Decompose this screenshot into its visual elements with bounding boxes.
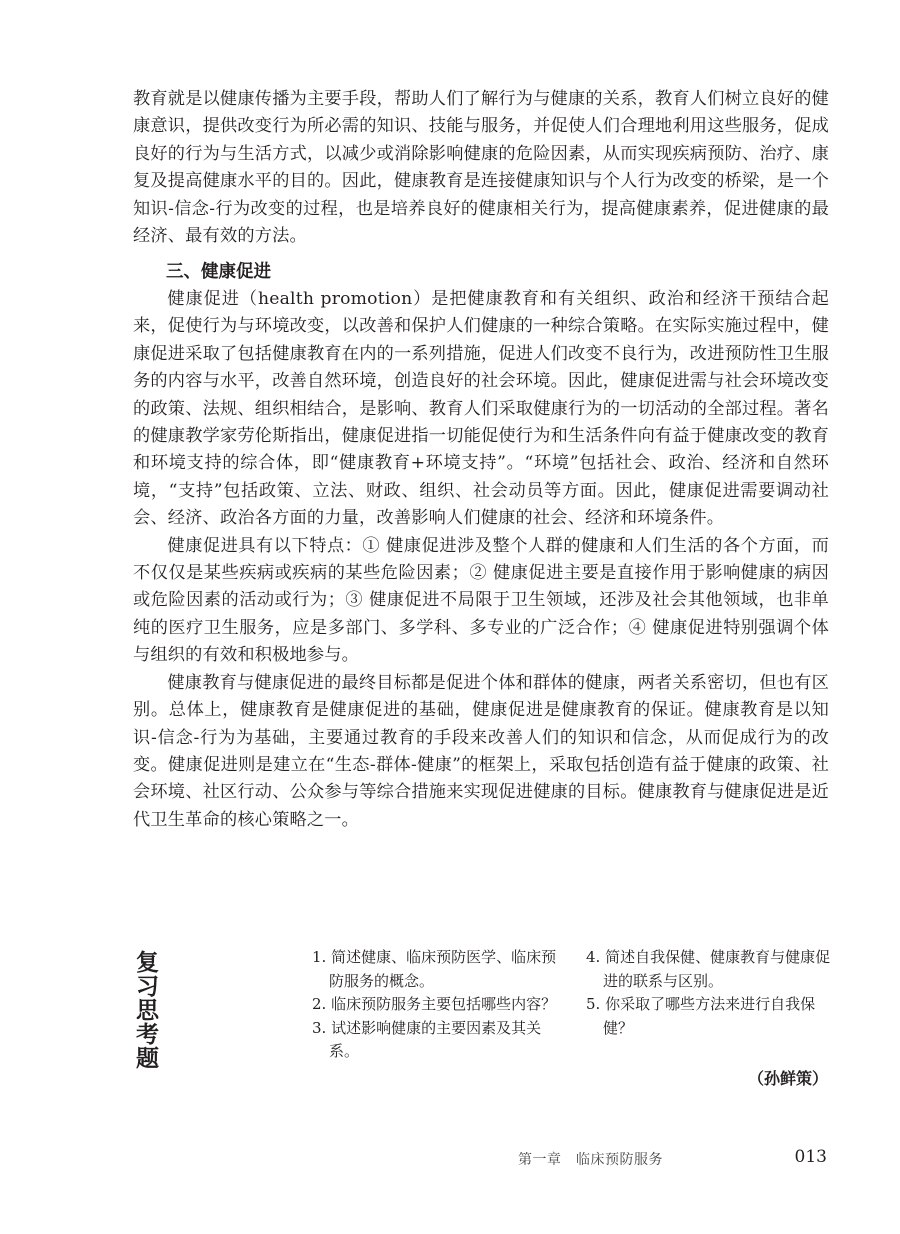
review-question: 5. 你采取了哪些方法来进行自我保健？ [586, 995, 816, 1037]
paragraph-comparison: 健康教育与健康促进的最终目标都是促进个体和群体的健康，两者关系密切，但也有区别。总体上，健康教育是健康促进的基础，健康促进是健康教育的保证。健康教育是以知识-信念-行为为基础，主要通过教育的手段来改善人们的知识和信念，从而促成行为的改变。健康促进则是建立在“生态-群体-健康”的框架上，采取包括创造有益于健康的政策、社会环境、社区行动、公众参与等综合措施来实现促进健康的目标。健康教育与健康促进是近代卫生革命的核心策略之一。 [133, 672, 829, 830]
intro-block [133, 86, 829, 250]
footer-chapter-title: 第一章 临床预防服务 [518, 1152, 663, 1168]
review-question: 1. 简述健康、临床预防医学、临床预防服务的概念。 [312, 948, 557, 990]
author-credit: （孙鲜策） [747, 1069, 828, 1088]
review-questions-left-column [312, 946, 562, 1064]
section-heading: 三、健康促进 [166, 262, 271, 282]
review-questions-right-column [586, 946, 836, 1040]
review-question: 4. 简述自我保健、健康教育与健康促进的联系与区别。 [586, 948, 831, 990]
page-number: 013 [794, 1147, 827, 1167]
health-promotion-section [133, 286, 829, 834]
review-question: 3. 试述影响健康的主要因素及其关系。 [312, 1018, 542, 1060]
intro-paragraph: 教育就是以健康传播为主要手段，帮助人们了解行为与健康的关系，教育人们树立良好的健康意识，提供改变行为所必需的知识、技能与服务，并促使人们合理地利用这些服务，促成良好的行为与生活方式，以减少或消除影响健康的危险因素，从而实现疾病预防、治疗、康复及提高健康水平的目的。因此，健康教育是连接健康知识与个人行为改变的桥梁，是一个知识-信念-行为改变的过程，也是培养良好的健康相关行为，提高健康素养，促进健康的最经济、最有效的方法。 [133, 89, 829, 247]
paragraph-definition: 健康促进（health promotion）是把健康教育和有关组织、政治和经济干预结合起来，促使行为与环境改变，以改善和保护人们健康的一种综合策略。在实际实施过程中，健康促进采取了包括健康教育在内的一系列措施，促进人们改变不良行为，改进预防性卫生服务的内容与水平，改善自然环境，创造良好的社会环境。因此，健康促进需与社会环境改变的政策、法规、组织相结合，是影响、教育人们采取健康行为的一切活动的全部过程。著名的健康教学家劳伦斯指出，健康促进指一切能促使行为和生活条件向有益于健康改变的教育和环境支持的综合体，即“健康教育+环境支持”。“环境”包括社会、政治、经济和自然环境，“支持”包括政策、立法、财政、组织、社会动员等方面。因此，健康促进需要调动社会、经济、政治各方面的力量，改善影响人们健康的社会、经济和环境条件。 [133, 289, 829, 529]
paragraph-characteristics: 健康促进具有以下特点：① 健康促进涉及整个人群的健康和人们生活的各个方面，而不仅仅是某些疾病或疾病的某些危险因素；② 健康促进主要是直接作用于影响健康的病因或危险因素的活动或行为；③ 健康促进不局限于卫生领域，还涉及社会其他领域，也非单纯的医疗卫生服务，应是多部门、多学科、多专业的广泛合作；④ 健康促进特别强调个体与组织的有效和积极地参与。 [133, 535, 829, 666]
review-title [136, 951, 159, 1071]
review-question: 2. 临床预防服务主要包括哪些内容？ [312, 995, 557, 1013]
review-title-line2: 思考题 [136, 998, 159, 1072]
review-title-line1: 复习 [136, 950, 159, 1000]
